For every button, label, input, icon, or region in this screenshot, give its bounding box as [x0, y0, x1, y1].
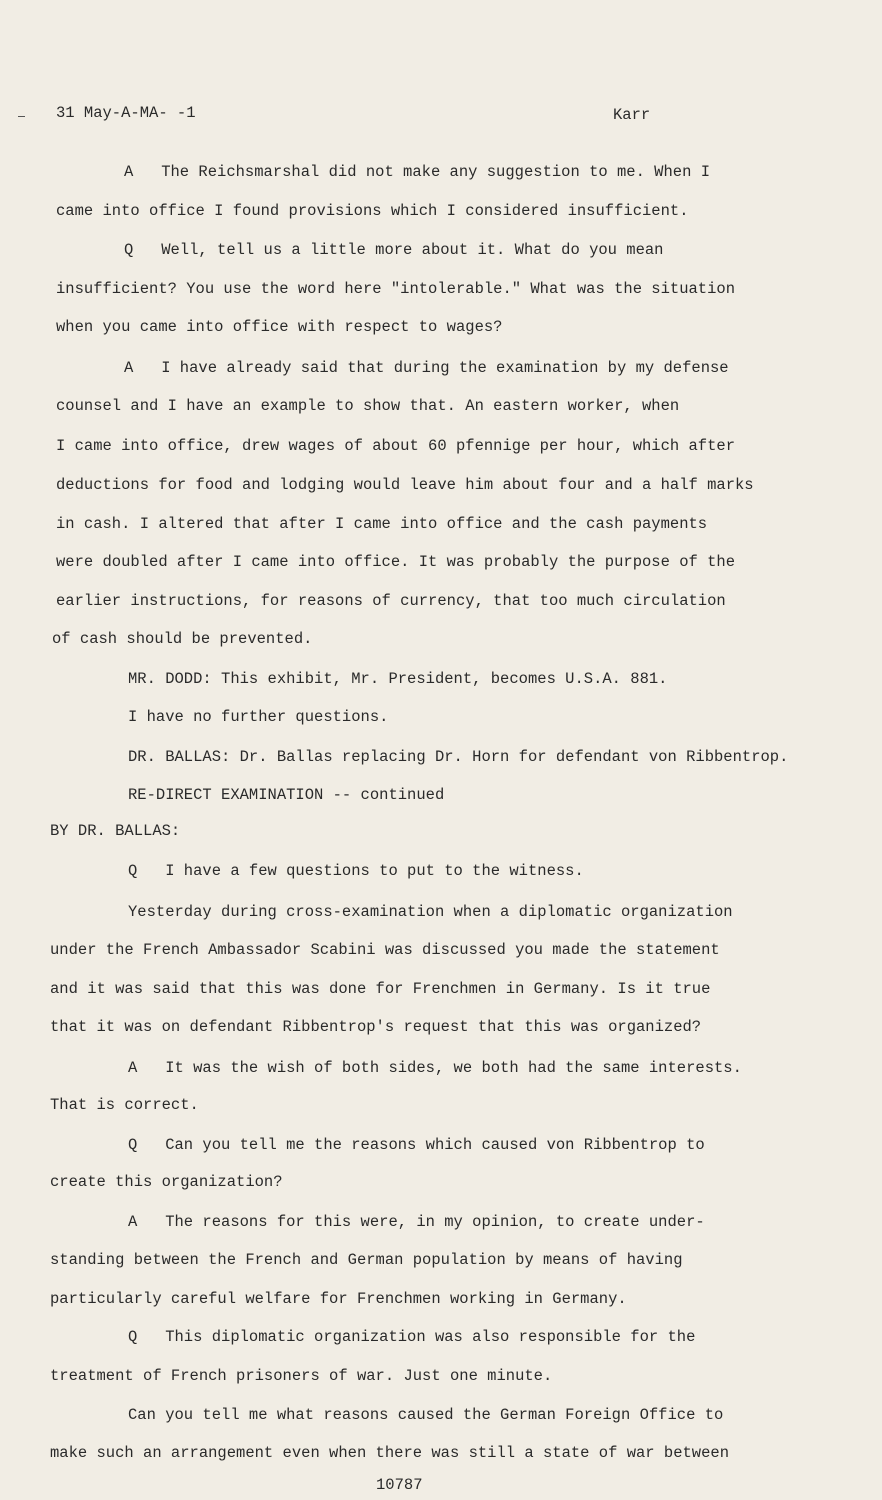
text-line: MR. DODD: This exhibit, Mr. President, becomes U.S.A. 881. [128, 670, 668, 688]
text-line: that it was on defendant Ribbentrop's request that this was organized? [50, 1018, 702, 1036]
text-line: A The reasons for this were, in my opinion, to create under- [128, 1213, 705, 1231]
text-line: treatment of French prisoners of war. Just one minute. [50, 1367, 553, 1385]
text-line: Q I have a few questions to put to the witness. [128, 862, 584, 880]
text-line: in cash. I altered that after I came into office and the cash payments [56, 515, 708, 533]
text-line: deductions for food and lodging would leave him about four and a half marks [56, 476, 754, 494]
text-line: came into office I found provisions which I considered insufficient. [56, 202, 689, 220]
text-line: Can you tell me what reasons caused the German Foreign Office to [128, 1406, 724, 1424]
text-line: counsel and I have an example to show that. An eastern worker, when [56, 397, 680, 415]
text-line: under the French Ambassador Scabini was discussed you made the statement [50, 941, 720, 959]
text-line: create this organization? [50, 1173, 283, 1191]
header-speaker: Karr [613, 106, 651, 124]
text-line: Yesterday during cross-examination when a diplomatic organization [128, 903, 733, 921]
text-line: I came into office, drew wages of about 60 pfennige per hour, which after [56, 437, 736, 455]
margin-mark [18, 116, 25, 117]
examiner-line: BY DR. BALLAS: [50, 822, 181, 840]
text-line: Q Can you tell me the reasons which caused von Ribbentrop to [128, 1136, 705, 1154]
header-reference: 31 May-A-MA- -1 [56, 104, 196, 122]
text-line: Q This diplomatic organization was also responsible for the [128, 1328, 696, 1346]
text-line: A The Reichsmarshal did not make any suggestion to me. When I [124, 163, 710, 181]
section-heading: RE-DIRECT EXAMINATION -- continued [128, 786, 445, 804]
text-line: I have no further questions. [128, 708, 389, 726]
text-line: DR. BALLAS: Dr. Ballas replacing Dr. Horn for defendant von Ribbentrop. [128, 748, 789, 766]
text-line: earlier instructions, for reasons of currency, that too much circulation [56, 592, 726, 610]
text-line: of cash should be prevented. [52, 630, 313, 648]
text-line: were doubled after I came into office. It was probably the purpose of the [56, 553, 736, 571]
text-line: standing between the French and German population by means of having [50, 1251, 683, 1269]
text-line: and it was said that this was done for Frenchmen in Germany. Is it true [50, 980, 711, 998]
text-line: A I have already said that during the examination by my defense [124, 359, 729, 377]
text-line: insufficient? You use the word here "intolerable." What was the situation [56, 280, 736, 298]
text-line: A It was the wish of both sides, we both had the same interests. [128, 1059, 742, 1077]
text-line: That is correct. [50, 1096, 199, 1114]
text-line: Q Well, tell us a little more about it. What do you mean [124, 241, 664, 259]
text-line: make such an arrangement even when there was still a state of war between [50, 1444, 730, 1462]
text-line: when you came into office with respect to wages? [56, 318, 503, 336]
page-number: 10787 [376, 1476, 423, 1494]
text-line: particularly careful welfare for Frenchmen working in Germany. [50, 1290, 627, 1308]
